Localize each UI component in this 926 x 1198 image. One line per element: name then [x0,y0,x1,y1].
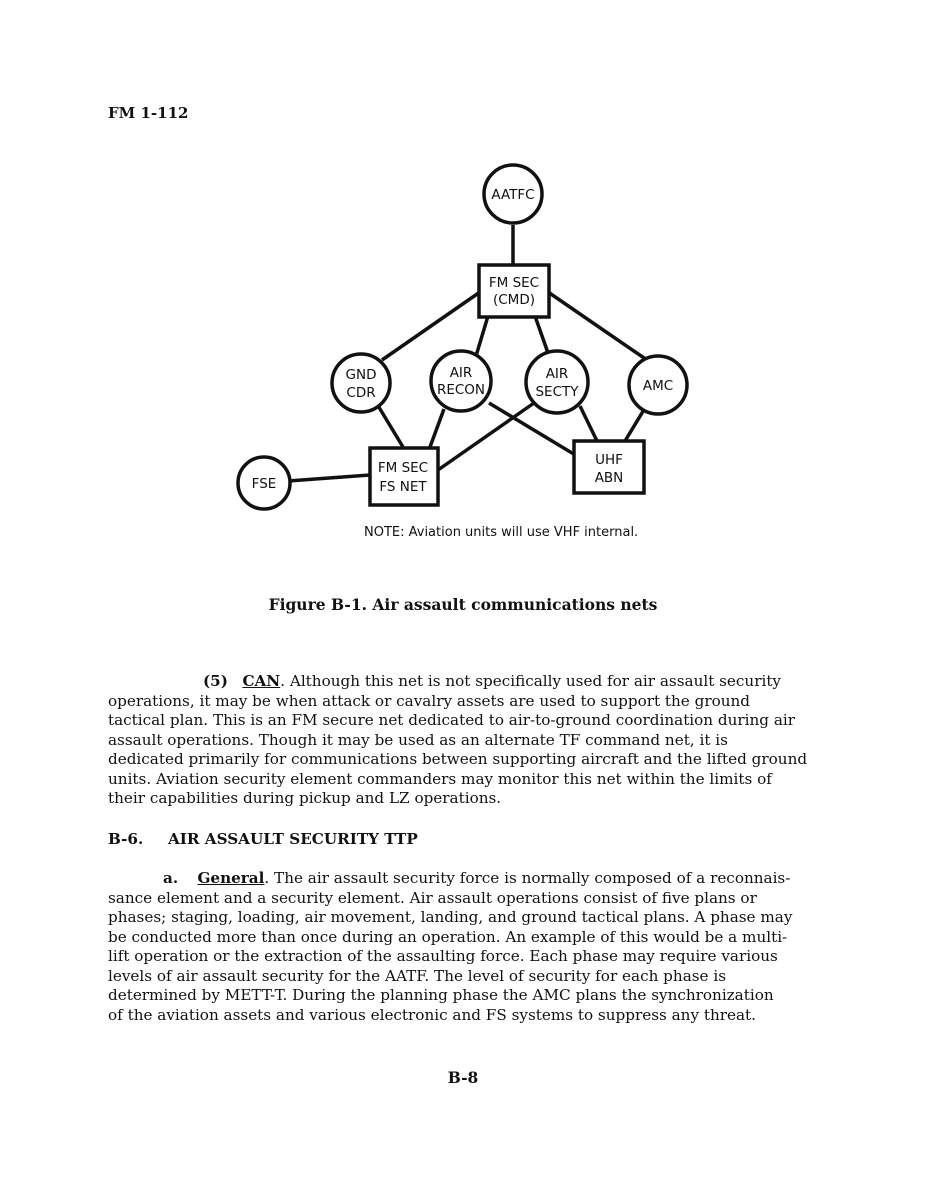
label-air-recon-2: RECON [436,382,486,398]
paragraph-text: . Although this net is not specifically used for air assault security [280,672,782,690]
label-amc: AMC [642,378,674,394]
page-number: B-8 [447,1068,479,1087]
paragraph-line: phases; staging, loading, air movement, landing, and ground tactical plans. A phase may [108,908,793,926]
paragraph-number: (5) [203,672,228,690]
link-fse-fmsecfs [288,475,370,481]
label-air-secty-1: AIR [545,366,569,382]
paragraph-label: CAN [242,672,281,690]
node-air-recon [431,351,491,411]
label-fm-sec-fs-1: FM SEC [377,460,429,476]
comms-net-diagram [0,0,926,560]
paragraph-line [108,672,820,692]
link-gndcdr-fmsecfs [377,404,403,447]
section-number: B-6. [108,830,144,848]
paragraph-line: dedicated primarily for communications between supporting aircraft and the lifted ground [108,750,808,768]
paragraph-line: operations, it may be when attack or cavalry assets are used to support the ground [108,691,751,710]
link-fmseccmd-airsecty [535,316,548,353]
link-amc-uhfabn [625,408,645,441]
paragraph-number: a. [163,869,179,887]
label-uhf-abn-1: UHF [595,452,623,468]
paragraph-line [108,869,820,889]
node-fm-sec-cmd [479,265,549,317]
link-airsecty-fmsecfs [438,403,534,470]
link-airrecon-fmsecfs [430,409,444,447]
diagram-svg [0,0,926,560]
label-air-recon-1: AIR [449,365,473,381]
link-airsecty-uhfabn [580,406,597,441]
figure-note: NOTE: Aviation units will use VHF internal. [364,525,639,540]
paragraph-line: be conducted more than once during an operation. An example of this would be a multi- [108,927,788,946]
paragraph-line: their capabilities during pickup and LZ operations. [108,789,502,807]
paragraph-line: tactical plan. This is an FM secure net dedicated to air-to-ground coordination during air [108,711,796,729]
paragraph-line: levels of air assault security for the AATF. The level of security for each phase is [108,966,727,985]
link-fmseccmd-airrecon [476,316,488,356]
section-heading [108,830,418,848]
paragraph-line: assault operations. Though it may be used as an alternate TF command net, it is [108,730,728,749]
paragraph-line: of the aviation assets and various electronic and FS systems to suppress any threat. [108,1005,756,1024]
label-fse: FSE [251,476,277,492]
node-gnd-cdr [332,354,390,412]
label-air-secty-2: SECTY [535,384,579,400]
label-gnd-cdr-1: GND [345,367,377,383]
paragraph-can [108,672,820,809]
section-title: AIR ASSAULT SECURITY TTP [168,830,418,848]
label-aatfc: AATFC [491,187,535,203]
node-air-secty [526,351,588,413]
document-id: FM 1-112 [108,104,189,122]
paragraph-general [108,869,820,1025]
paragraph-line: units. Aviation security element commanders may monitor this net within the limits of [108,769,772,788]
paragraph-text: . The air assault security force is normally composed of a reconnais- [264,869,791,887]
paragraph-line: sance element and a security element. Air assault operations consist of five plans or [108,888,757,907]
node-fm-sec-fs-net [370,448,438,505]
label-uhf-abn-2: ABN [594,470,624,486]
label-fm-sec-cmd-2: (CMD) [492,292,536,308]
label-gnd-cdr-2: CDR [346,385,376,401]
paragraph-line: lift operation or the extraction of the assaulting force. Each phase may require various [108,947,778,965]
figure-caption: Figure B-1. Air assault communications nets [268,595,658,614]
label-fm-sec-fs-2: FS NET [379,479,427,495]
paragraph-line: determined by METT-T. During the planning phase the AMC plans the synchronization [108,986,774,1004]
label-fm-sec-cmd-1: FM SEC [488,275,540,291]
paragraph-label: General [197,869,265,887]
